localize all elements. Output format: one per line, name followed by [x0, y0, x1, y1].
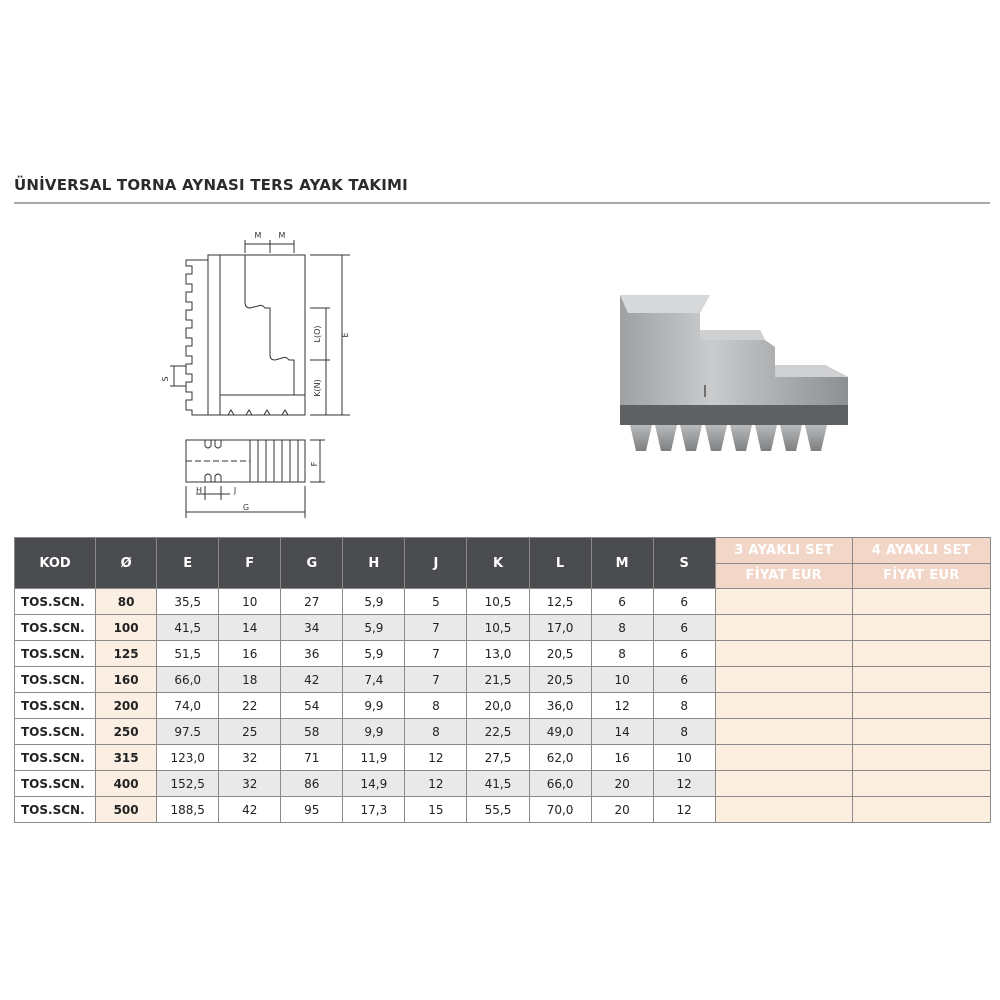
table-row — [15, 719, 991, 745]
cell-g: 86 — [281, 771, 343, 797]
cell-kod: TOS.SCN. — [15, 797, 96, 823]
cell-4-jaw-price — [852, 771, 990, 797]
cell-j: 15 — [405, 797, 467, 823]
table-row — [15, 641, 991, 667]
cell-s: 12 — [653, 771, 715, 797]
cell-g: 34 — [281, 615, 343, 641]
cell-g: 36 — [281, 641, 343, 667]
cell-k: 20,0 — [467, 693, 529, 719]
cell-kod: TOS.SCN. — [15, 641, 96, 667]
cell-k: 27,5 — [467, 745, 529, 771]
cell-m: 12 — [591, 693, 653, 719]
table-row — [15, 745, 991, 771]
cell-j: 7 — [405, 667, 467, 693]
cell-4-jaw-price — [852, 641, 990, 667]
cell-diameter: 315 — [96, 745, 157, 771]
header-diameter: Ø — [96, 538, 157, 589]
header-k: K — [467, 538, 529, 589]
cell-4-jaw-price — [852, 615, 990, 641]
dim-label-j: J — [233, 486, 237, 495]
cell-diameter: 160 — [96, 667, 157, 693]
cell-f: 18 — [219, 667, 281, 693]
cell-h: 11,9 — [343, 745, 405, 771]
cell-j: 8 — [405, 693, 467, 719]
cell-m: 6 — [591, 589, 653, 615]
header-g: G — [281, 538, 343, 589]
header-j: J — [405, 538, 467, 589]
cell-l: 70,0 — [529, 797, 591, 823]
cell-3-jaw-price — [715, 641, 852, 667]
dim-label-e: E — [341, 332, 350, 338]
cell-m: 20 — [591, 797, 653, 823]
spec-table — [14, 537, 991, 823]
cell-kod: TOS.SCN. — [15, 771, 96, 797]
header-h: H — [343, 538, 405, 589]
cell-l: 49,0 — [529, 719, 591, 745]
cell-kod: TOS.SCN. — [15, 667, 96, 693]
cell-s: 6 — [653, 641, 715, 667]
cell-h: 5,9 — [343, 589, 405, 615]
cell-m: 8 — [591, 615, 653, 641]
cell-g: 42 — [281, 667, 343, 693]
cell-j: 5 — [405, 589, 467, 615]
cell-s: 6 — [653, 615, 715, 641]
cell-m: 8 — [591, 641, 653, 667]
cell-4-jaw-price — [852, 667, 990, 693]
cell-kod: TOS.SCN. — [15, 693, 96, 719]
cell-f: 32 — [219, 745, 281, 771]
table-row — [15, 797, 991, 823]
cell-g: 71 — [281, 745, 343, 771]
cell-kod: TOS.SCN. — [15, 589, 96, 615]
header-4-jaw-price: FİYAT EUR — [852, 563, 990, 589]
cell-s: 10 — [653, 745, 715, 771]
table-row — [15, 589, 991, 615]
cell-f: 25 — [219, 719, 281, 745]
cell-k: 55,5 — [467, 797, 529, 823]
cell-diameter: 80 — [96, 589, 157, 615]
header-e: E — [157, 538, 219, 589]
dim-label-l: L(O) — [313, 325, 322, 343]
title-divider — [14, 202, 990, 204]
cell-l: 66,0 — [529, 771, 591, 797]
cell-g: 27 — [281, 589, 343, 615]
header-4-jaw-set: 4 AYAKLI SET — [852, 538, 990, 564]
dim-label-m: M — [254, 231, 262, 240]
cell-h: 9,9 — [343, 719, 405, 745]
header-s: S — [653, 538, 715, 589]
cell-3-jaw-price — [715, 589, 852, 615]
cell-3-jaw-price — [715, 615, 852, 641]
header-m: M — [591, 538, 653, 589]
cell-4-jaw-price — [852, 719, 990, 745]
cell-3-jaw-price — [715, 693, 852, 719]
dim-label-f: F — [310, 461, 319, 467]
cell-kod: TOS.SCN. — [15, 719, 96, 745]
cell-diameter: 200 — [96, 693, 157, 719]
cell-s: 6 — [653, 589, 715, 615]
table-row — [15, 771, 991, 797]
cell-s: 8 — [653, 719, 715, 745]
cell-kod: TOS.SCN. — [15, 745, 96, 771]
cell-3-jaw-price — [715, 797, 852, 823]
cell-k: 41,5 — [467, 771, 529, 797]
cell-k: 10,5 — [467, 589, 529, 615]
cell-h: 7,4 — [343, 667, 405, 693]
cell-g: 58 — [281, 719, 343, 745]
cell-h: 5,9 — [343, 615, 405, 641]
cell-j: 8 — [405, 719, 467, 745]
cell-diameter: 100 — [96, 615, 157, 641]
table-header-row — [15, 538, 991, 564]
cell-l: 20,5 — [529, 641, 591, 667]
cell-l: 36,0 — [529, 693, 591, 719]
cell-e: 66,0 — [157, 667, 219, 693]
cell-e: 51,5 — [157, 641, 219, 667]
dim-label-k: K(N) — [313, 379, 322, 397]
cell-3-jaw-price — [715, 745, 852, 771]
cell-3-jaw-price — [715, 719, 852, 745]
cell-f: 10 — [219, 589, 281, 615]
cell-j: 7 — [405, 641, 467, 667]
cell-e: 188,5 — [157, 797, 219, 823]
cell-k: 13,0 — [467, 641, 529, 667]
table-row — [15, 693, 991, 719]
cell-3-jaw-price — [715, 771, 852, 797]
cell-f: 22 — [219, 693, 281, 719]
header-l: L — [529, 538, 591, 589]
cell-e: 97.5 — [157, 719, 219, 745]
page-title: ÜNİVERSAL TORNA AYNASI TERS AYAK TAKIMI — [14, 176, 408, 194]
cell-k: 22,5 — [467, 719, 529, 745]
cell-s: 6 — [653, 667, 715, 693]
product-photo — [600, 285, 860, 465]
cell-g: 95 — [281, 797, 343, 823]
header-kod: KOD — [15, 538, 96, 589]
dim-label-h: H — [195, 486, 203, 495]
cell-s: 8 — [653, 693, 715, 719]
cell-e: 41,5 — [157, 615, 219, 641]
cell-l: 12,5 — [529, 589, 591, 615]
cell-diameter: 125 — [96, 641, 157, 667]
cell-j: 12 — [405, 745, 467, 771]
cell-e: 74,0 — [157, 693, 219, 719]
cell-k: 10,5 — [467, 615, 529, 641]
cell-h: 9,9 — [343, 693, 405, 719]
header-f: F — [219, 538, 281, 589]
cell-h: 14,9 — [343, 771, 405, 797]
cell-m: 20 — [591, 771, 653, 797]
cell-e: 123,0 — [157, 745, 219, 771]
dim-label-s: S — [161, 376, 170, 382]
cell-diameter: 500 — [96, 797, 157, 823]
cell-s: 12 — [653, 797, 715, 823]
cell-f: 14 — [219, 615, 281, 641]
cell-e: 152,5 — [157, 771, 219, 797]
dim-label-g: G — [242, 503, 250, 512]
cell-f: 32 — [219, 771, 281, 797]
header-3-jaw-set: 3 AYAKLI SET — [715, 538, 852, 564]
header-3-jaw-price: FİYAT EUR — [715, 563, 852, 589]
cell-l: 62,0 — [529, 745, 591, 771]
cell-kod: TOS.SCN. — [15, 615, 96, 641]
cell-4-jaw-price — [852, 589, 990, 615]
dim-label-m2: M — [278, 231, 286, 240]
technical-drawing — [150, 220, 360, 520]
cell-g: 54 — [281, 693, 343, 719]
cell-f: 42 — [219, 797, 281, 823]
cell-m: 10 — [591, 667, 653, 693]
cell-diameter: 250 — [96, 719, 157, 745]
cell-j: 12 — [405, 771, 467, 797]
cell-4-jaw-price — [852, 693, 990, 719]
cell-l: 20,5 — [529, 667, 591, 693]
cell-4-jaw-price — [852, 797, 990, 823]
cell-k: 21,5 — [467, 667, 529, 693]
cell-4-jaw-price — [852, 745, 990, 771]
cell-diameter: 400 — [96, 771, 157, 797]
cell-m: 14 — [591, 719, 653, 745]
table-row — [15, 615, 991, 641]
cell-h: 5,9 — [343, 641, 405, 667]
cell-e: 35,5 — [157, 589, 219, 615]
cell-m: 16 — [591, 745, 653, 771]
cell-h: 17,3 — [343, 797, 405, 823]
cell-f: 16 — [219, 641, 281, 667]
cell-l: 17,0 — [529, 615, 591, 641]
table-row — [15, 667, 991, 693]
cell-3-jaw-price — [715, 667, 852, 693]
cell-j: 7 — [405, 615, 467, 641]
